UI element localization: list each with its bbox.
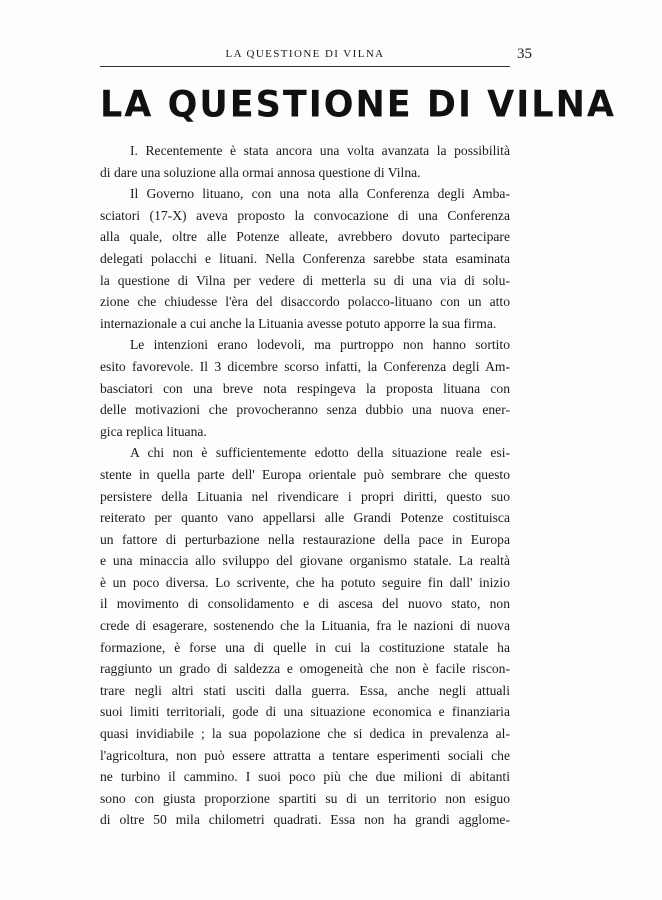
text-line: persistere della Lituania nel rivendicare i propri diritti, questo suo: [100, 488, 510, 504]
text-line: basciatori con una breve nota respingeva la proposta lituana con: [100, 380, 510, 396]
text-line: delegati polacchi e lituani. Nella Conferenza sarebbe stata esaminata: [100, 250, 510, 266]
text-line: la questione di Vilna per vedere di metterla su di una via di solu-: [100, 272, 510, 288]
text-line: sono con giusta proporzione spartiti su di un territorio non esiguo: [100, 790, 510, 806]
text-line: Il Governo lituano, con una nota alla Conferenza degli Amba-: [130, 186, 510, 202]
text-line: il movimento di consolidamento e di ascesa del nuovo stato, non: [100, 596, 510, 612]
paragraph: [100, 334, 510, 442]
paragraph: [100, 183, 510, 334]
text-line: reiterato per quanto vano appellarsi alle Grandi Potenze costituisca: [100, 510, 510, 526]
text-line: di oltre 50 mila chilometri quadrati. Essa non ha grandi agglome-: [100, 812, 510, 828]
text-line: zione che chiudesse l'èra del disaccordo polacco-lituano con un atto: [100, 294, 510, 310]
article-title: LA QUESTIONE DI VILNA: [100, 84, 616, 126]
text-line: è un poco diversa. Lo scrivente, che ha potuto seguire fin dall' inizio: [100, 574, 510, 590]
text-line: A chi non è sufficientemente edotto della situazione reale esi-: [130, 445, 510, 461]
text-line: sciatori (17-X) aveva proposto la convocazione di una Conferenza: [100, 207, 510, 223]
text-line: trare negli altri stati usciti dalla guerra. Essa, anche negli attuali: [100, 682, 510, 698]
page-number: 35: [517, 46, 532, 62]
text-line: I. Recentemente è stata ancora una volta avanzata la possibilità: [130, 143, 510, 158]
text-line: gica replica lituana.: [100, 423, 207, 439]
text-line: delle motivazioni che provocheranno senza dubbio una nuova ener-: [100, 402, 510, 418]
text-line: esito favorevole. Il 3 dicembre scorso infatti, la Conferenza degli Am-: [100, 358, 510, 374]
text-line: alla quale, oltre alle Potenze alleate, avrebbero dovuto partecipare: [100, 229, 510, 245]
text-line: crede di esagerare, sostenendo che la Lituania, fra le nazioni di nuova: [100, 618, 510, 634]
text-line: ne turbino il cammino. I suoi poco più che due milioni di abitanti: [100, 769, 510, 785]
text-line: e una minaccia allo sviluppo del giovane organismo statale. La realtà: [100, 553, 510, 569]
text-line: quasi invidiabile ; la sua popolazione che si dedica in prevalenza al-: [100, 726, 510, 742]
text-line: l'agricoltura, non può essere attratta a tentare esperimenti sociali che: [100, 747, 510, 763]
text-line: un fattore di perturbazione nella restaurazione della pace in Europa: [100, 531, 510, 547]
text-line: Le intenzioni erano lodevoli, ma purtroppo non hanno sortito: [130, 337, 510, 353]
paragraph: [100, 140, 510, 183]
article-body: [100, 140, 510, 831]
running-header: [100, 46, 532, 67]
text-line: internazionale a cui anche la Lituania avesse potuto apporre la sua firma.: [100, 315, 497, 331]
text-line: di dare una soluzione alla ormai annosa questione di Vilna.: [100, 164, 421, 180]
text-line: suoi limiti territoriali, gode di una situazione economica e finanziaria: [100, 704, 510, 720]
text-line: formazione, è forse una di quelle in cui la costituzione statale ha: [100, 639, 510, 655]
text-line: stente in quella parte dell' Europa orientale può sembrare che questo: [100, 466, 510, 482]
running-title: LA QUESTIONE DI VILNA: [225, 48, 385, 60]
text-line: raggiunto un grado di saldezza e omogeneità che non è facile riscon-: [100, 661, 510, 677]
paragraph: [100, 442, 510, 831]
